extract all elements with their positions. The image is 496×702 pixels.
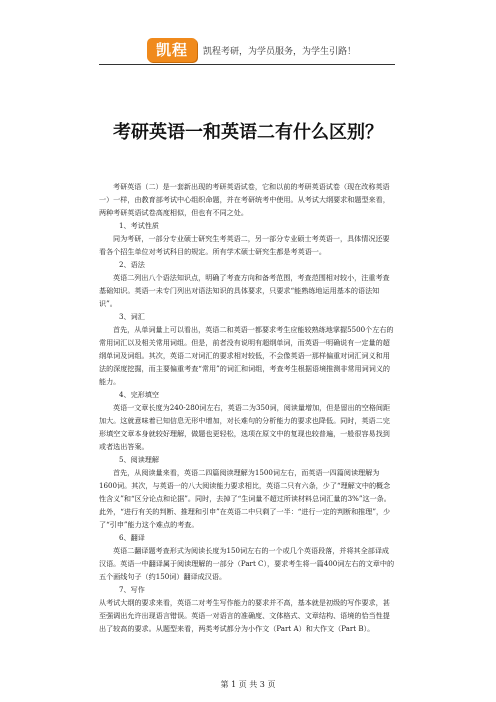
page-header	[0, 0, 496, 70]
section-heading: 5、阅读理解	[119, 455, 159, 464]
paragraph: 首先，从阅读量来看，英语二四篇阅读理解为1500词左右，而英语一四篇阅读理解为1600词。其次，与英语一的八大阅读能力要求相比，英语二只有六条，少了“理解文中的概念性含义”和“区分论点和论据”。同时，去掉了“生词量不超过所读材料总词汇量的3%”这一条。此外，“进行有关的判断、推理和引申”在英语二中只剩了一半：“进行一定的判断和推理”，少了“引申”能力这个难点的考查。	[99, 468, 391, 529]
section-heading: 1、考试性质	[119, 221, 159, 230]
section-heading: 7、写作	[119, 585, 145, 594]
paragraph: 从考试大纲的要求来看，英语二对考生写作能力的要求并不高，基本就是初级的写作要求，甚至强调出允许出现语言错误。英语一对语言的准确度、文体格式、文章结构、语境的恰当性提出了较高的要求。从题型来看，两类考试都分为小作文（Part A）和大作文（Part B）。	[99, 598, 390, 633]
section-heading: 6、翻译	[119, 533, 145, 542]
paragraph: 英语一文章长度为240-280词左右，英语二为350词，阅读量增加，但是留出的空格间距加大。这就意味着已知信息无形中增加，对长难句的分析能力的要求也降低。同时，英语二完形填空文章本身就较好理解，做题也更轻松，选项在原文中的复现也较普遍，一般很容易找到或者选出答案。	[99, 403, 391, 451]
kaicheng-logo: 凯程	[147, 38, 197, 62]
paragraph: 首先，从单词量上可以看出，英语二和英语一都要求考生应能较熟练地掌握5500个左右的常用词汇以及相关常用词组。但是，前者没有说明有超纲单词，而英语一明确说有一定量的超纲单词及词组。其次，英语二对词汇的要求相对较低，不会像英语一那样偏重对词汇词义和用法的深度挖掘，而主要偏重考查“常用”的词汇和词组，考查考生根据语境推测非常用词词义的能力。	[99, 325, 394, 386]
header-slogan: 凯程考研，为学员服务，为学生引路！	[203, 47, 357, 57]
document-body	[99, 180, 396, 635]
paragraph: 英语二列出八个语法知识点，明确了考查方向和备考范围，考查范围相对较小，注重考查基础知识。英语一未专门列出对语法知识的具体要求，只要求“能熟练地运用基本的语法知识”。	[99, 273, 390, 308]
paragraph: 英语二翻译题考查形式为阅读长度为150词左右的一个或几个英语段落，并将其全部译成汉语。英语一中翻译属于阅读理解的一部分（Part C），要求考生将一篇400词左右的文章中的五个画线句子（约150词）翻译成汉语。	[99, 546, 395, 581]
section-heading: 4、完形填空	[119, 390, 159, 399]
header-divider	[99, 64, 395, 65]
document-title: 考研英语一和英语二有什么区别？	[113, 122, 383, 143]
paragraph: 考研英语（二）是一套新出现的考研英语试卷，它和以前的考研英语试卷（现在改称英语一）一样，由教育部考试中心组织命题，并在考研统考中使用。从考试大纲要求和题型来看，两种考研英语试卷高度相似，但也有不同之处。	[99, 182, 390, 217]
section-heading: 3、词汇	[119, 312, 145, 321]
section-heading: 2、语法	[119, 260, 145, 269]
page-footer: 第 1 页 共 3 页	[220, 680, 276, 689]
paragraph: 同为考研，一部分专业硕士研究生考英语二，另一部分专业硕士考英语一，具体情况还要看各个招生单位对考试科目的规定。所有学术硕士研究生都是考英语一。	[99, 234, 390, 256]
